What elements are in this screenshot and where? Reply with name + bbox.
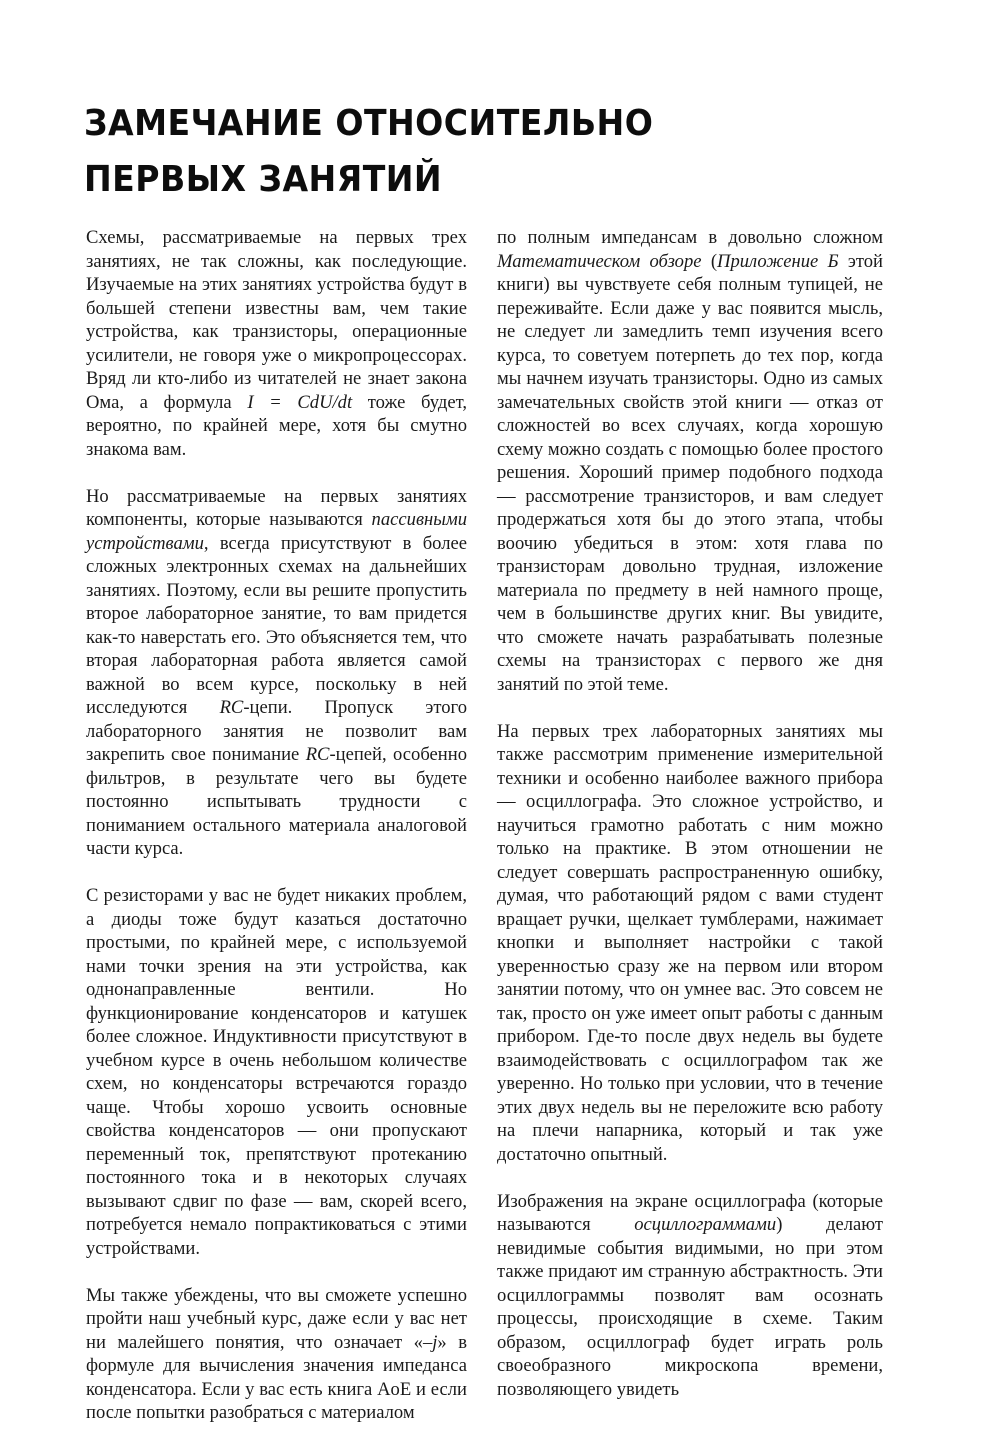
rc-term: RC (305, 744, 330, 765)
emphasis-term: Приложение Б (717, 250, 839, 272)
emphasis-term: пассивными устройствами (86, 509, 467, 554)
paragraph: С резисторами у вас не будет никаких проблем, а диоды тоже будут казаться достаточно простыми, по крайней мере, с используемой нами точки зрения на эти устройства, как однонаправленные вентили. Но функционирование конденсаторов и катушек более сложное. Индуктивности присутствуют в учебном курсе в очень небольшом количестве схем, но конденсаторы встречаются гораздо чаще. Чтобы хорошо усвоить основные свойства конденсаторов — они пропускают переменный ток, препятствуют протеканию постоянного тока и в некоторых случаях вызывают сдвиг по фазе — вам, скорей всего, потребуется немало попрактиковаться с этими устройствами. (86, 885, 467, 1259)
paragraph: На первых трех лабораторных занятиях мы также рассмотрим применение измерительной техники и особенно наиболее важного прибора — осциллографа. Это сложное устройство, и научиться грамотно работать с ним можно только на практике. В этом отношении не следует совершать распространенную ошибку, думая, что работающий рядом с вами студент вращает ручки, щелкает тумблерами, нажимает кнопки и выполняет настройки с такой уверенностью сразу же на первом или втором занятии потому, что он умнее вас. Это совсем не так, просто он уже имеет опыт работы с данным прибором. Где-то после двух недель вы будете взаимодействовать с осциллографом так же уверенно. Но только при условии, что в течение этих двух недель вы не переложите всю работу на плечи напарника, который и так уже достаточно опытный. (497, 720, 883, 1165)
paragraph: Изображения на экране осциллографа (которые называются осциллограммами) делают невидимые события видимыми, но при этом также придают им странную абстрактность. Эти осциллограммы позволят вам осознать процессы, происходящие в схеме. Таким образом, осциллограф будет играть роль своеобразного микроскопа времени, позволяющего увидеть (497, 1190, 884, 1400)
title-line-2: ПЕРВЫХ ЗАНЯТИЙ (84, 159, 443, 200)
title-line-1: ЗАМЕЧАНИЕ ОТНОСИТЕЛЬНО (84, 103, 654, 144)
rc-term: RC (219, 697, 244, 718)
section-title (84, 96, 728, 208)
paragraph: Схемы, рассматриваемые на первых трех занятиях, не так сложны, как последующие. Изучаемые на этих занятиях устройства будут в большей степени известны вам, чем такие устройства, как транзисторы, операционные усилители, не говоря уже о микропроцессорах. Вряд ли кто-либо из читателей не знает закона Ома, а формула I = CdU/dt тоже будет, вероятно, по крайней мере, хотя бы смутно знакома вам. (86, 227, 467, 460)
paragraph: Мы также убеждены, что вы сможете успешно пройти наш учебный курс, даже если у вас нет ни малейшего понятия, что означает «–j» в формуле для вычисления значения импеданса конденсатора. Если у вас есть книга AoE и если после попытки разобраться с материалом (86, 1284, 467, 1423)
formula: I = CdU/dt (247, 391, 353, 413)
emphasis-term: Математическом обзоре (497, 250, 702, 272)
right-column (497, 226, 883, 1425)
paragraph: Но рассматриваемые на первых занятиях компоненты, которые называются пассивными устройствами, всегда присутствуют в более сложных электронных схемах на дальнейших занятиях. Поэтому, если вы решите пропустить второе лабораторное занятие, то вам придется как-то наверстать его. Это объясняется тем, что вторая лабораторная работа является самой важной во всем курсе, поскольку в ней исследуются RC-цепи. Пропуск этого лабораторного занятия не позволит вам закрепить свое понимание RC-цепей, особенно фильтров, в результате чего вы будете постоянно испытывать трудности с пониманием остального материала аналоговой части курса. (86, 485, 467, 859)
left-column (86, 226, 467, 1448)
emphasis-term: осциллограммами (634, 1214, 777, 1235)
paragraph: по полным импедансам в довольно сложном Математическом обзоре (Приложение Б этой книги) вы чувствуете себя полным тупицей, не переживайте. Если даже у вас появится мысль, не следует ли замедлить темп изучения всего курса, то советуем потерпеть до тех пор, когда мы начнем изучать транзисторы. Одно из самых замечательных свойств этой книги — отказ от сложностей во всех случаях, когда хорошую схему можно создать с помощью более простого решения. Хороший пример подобного подхода — рассмотрение транзисторов, и вам следует продержаться хотя бы до этого этапа, чтобы воочию убедиться в этом: хотя глава по транзисторам довольно трудная, изложение материала по предмету в ней намного проще, чем в большинстве других книг. Вы увидите, что сможете начать разрабатывать полезные схемы на транзисторах с первого же дня занятий по этой теме. (497, 227, 883, 695)
formula: –j (422, 1331, 438, 1353)
